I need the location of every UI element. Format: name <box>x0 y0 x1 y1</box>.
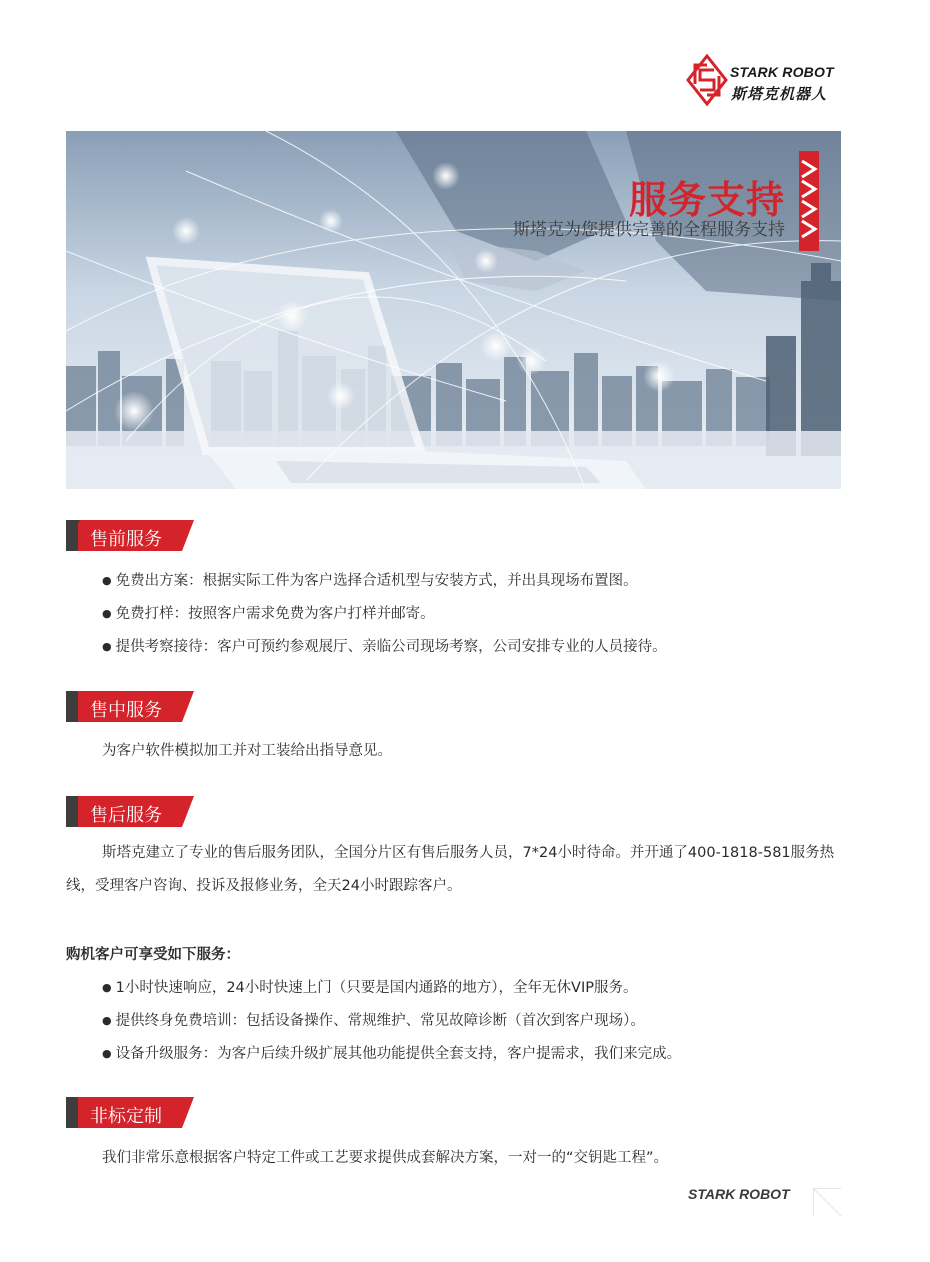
section-title-aftersale: 售后服务 <box>90 805 162 826</box>
section-title-insale: 售中服务 <box>90 700 162 721</box>
presale-item-3: ● 提供考察接待：客户可预约参观展厅、亲临公司现场考察，公司安排专业的人员接待。 <box>102 635 667 656</box>
footer-brand: STARK ROBOT <box>688 1186 790 1202</box>
presale-item-1: ● 免费出方案：根据实际工件为客户选择合适机型与安装方式，并出具现场布置图。 <box>102 569 638 590</box>
section-title-presale: 售前服务 <box>90 529 162 550</box>
brand-name-cn: 斯塔克机器人 <box>731 85 828 103</box>
section-tag-presale <box>66 520 194 551</box>
benefit-item-3: ● 设备升级服务：为客户后续升级扩展其他功能提供全套支持，客户提需求，我们来完成。 <box>102 1042 681 1063</box>
aftersale-text: 斯塔克建立了专业的售后服务团队，全国分片区有售后服务人员，7*24小时待命。并开通了400-1818-581服务热线，受理客户咨询、投诉及报修业务，全天24小时跟踪客户。 <box>66 845 835 894</box>
section-title-custom: 非标定制 <box>90 1106 162 1127</box>
hero-title: 服务支持 <box>628 178 785 222</box>
presale-item-2: ● 免费打样：按照客户需求免费为客户打样并邮寄。 <box>102 602 435 623</box>
hero-banner <box>66 131 841 489</box>
custom-text: 我们非常乐意根据客户特定工件或工艺要求提供成套解决方案，一对一的“交钥匙工程”。 <box>102 1150 669 1166</box>
brand-logo <box>686 54 846 110</box>
section-tag-insale <box>66 691 194 722</box>
page-corner-icon <box>813 1188 843 1218</box>
benefit-item-2: ● 提供终身免费培训：包括设备操作、常规维护、常见故障诊断（首次到客户现场）。 <box>102 1009 645 1030</box>
chevron-stripe-icon <box>799 151 819 251</box>
section-tag-custom <box>66 1097 194 1128</box>
hero-subtitle: 斯塔克为您提供完善的全程服务支持 <box>513 220 785 240</box>
benefits-title: 购机客户可享受如下服务： <box>66 947 240 963</box>
benefit-item-1: ● 1小时快速响应，24小时快速上门（只要是国内通路的地方），全年无休VIP服务。 <box>102 976 637 997</box>
brand-name-en: STARK ROBOT <box>730 64 834 80</box>
stark-logo-icon <box>686 54 728 110</box>
section-tag-aftersale <box>66 796 194 827</box>
insale-text: 为客户软件模拟加工并对工装给出指导意见。 <box>102 743 392 759</box>
